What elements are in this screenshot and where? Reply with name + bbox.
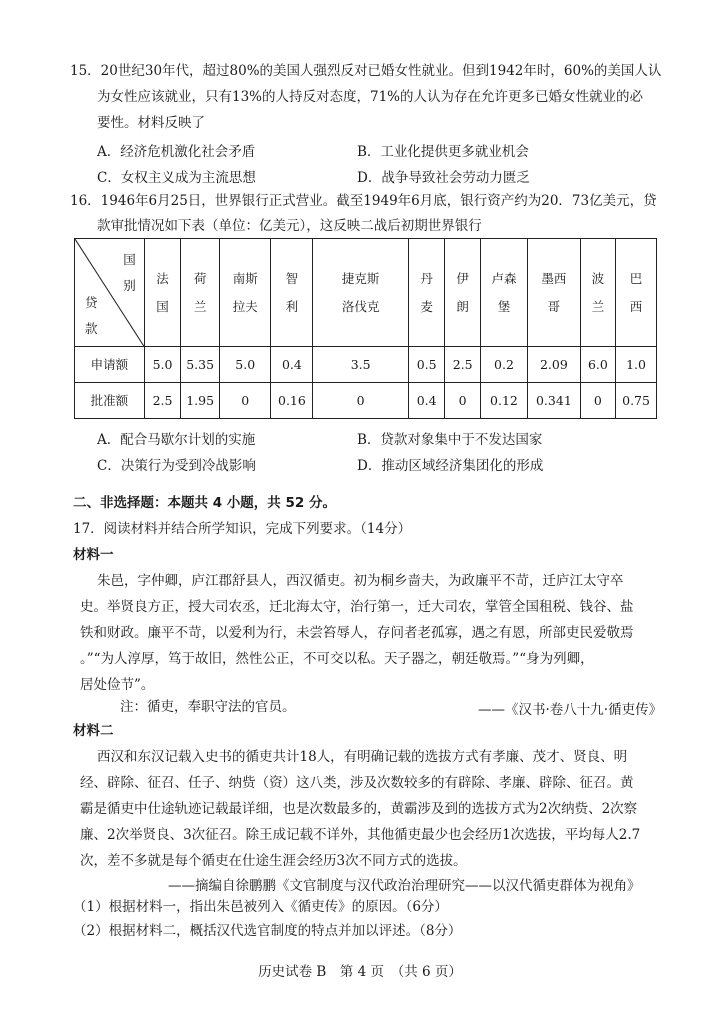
table-cell: 6.0 [580, 347, 615, 383]
country-header: 墨西 哥 [528, 239, 581, 347]
material-1-line: 朱邑，字仲卿，庐江郡舒县人，西汉循吏。初为桐乡啬夫，为政廉平不苛，迁庐江太守卒 [97, 573, 624, 589]
table-cell: 0 [313, 383, 409, 419]
country-header: 波 兰 [580, 239, 615, 347]
material-2-title: 材料二 [73, 723, 114, 739]
table-cell: 2.5 [445, 347, 480, 383]
table-cell: 0.5 [408, 347, 445, 383]
material-1-title: 材料一 [73, 547, 114, 563]
q17-ask-1: （1）根据材料一，指出朱邑被列入《循吏传》的原因。（6分） [73, 899, 448, 915]
country-header: 丹 麦 [408, 239, 445, 347]
material-1-line: 。”“为人淳厚，笃于故旧，然性公正，不可交以私。天子器之，朝廷敬焉。”“身为列卿， [80, 651, 594, 667]
corner-bottom-label [85, 290, 98, 342]
country-header: 法 国 [144, 239, 181, 347]
section-2-heading: 二、非选择题：本题共 4 小题，共 52 分。 [73, 495, 336, 511]
table-cell: 5.0 [219, 347, 271, 383]
country-header: 卢森 堡 [480, 239, 527, 347]
material-1-note: 注：循吏，奉职守法的官员。 [120, 699, 296, 715]
table-cell: 0.2 [480, 347, 527, 383]
q15-option-d: D．战争导致社会劳动力匮乏 [357, 170, 530, 186]
material-2-line: 廉、2次举贤良、3次征召。除王成记载不详外，其他循吏最少也会经历1次选拔，平均每人2.7 [80, 827, 641, 843]
table-cell: 0.4 [408, 383, 445, 419]
table-cell: 0 [445, 383, 480, 419]
material-2-line: 经、辟除、征召、任子、纳赀（资）这八类，涉及次数较多的有辟除、孝廉、辟除、征召。黄 [80, 775, 634, 791]
material-1-line: 铁和财政。廉平不苛，以爱利为行，未尝笞辱人，存问者老孤寡，遇之有恩，所部吏民爱敬焉 [80, 625, 634, 641]
page-footer: 历史试卷 B 第 4 页 （共 6 页） [258, 964, 462, 980]
material-2-line: 霸是循吏中仕途轨迹记载最详细，也是次数最多的，黄霸涉及到的选拔方式为2次纳赀、2次察 [80, 801, 638, 817]
table-cell: 0.75 [616, 383, 657, 419]
table-cell: 0 [580, 383, 615, 419]
corner-cell [75, 239, 145, 347]
table-cell: 2.09 [528, 347, 581, 383]
q16-option-a: A．配合马歇尔计划的实施 [97, 432, 256, 448]
table-cell: 0.341 [528, 383, 581, 419]
material-2-source: ——摘编自徐鹏鹏《文官制度与汉代政治治理研究——以汉代循吏群体为视角》 [168, 878, 641, 894]
q17-intro: 17．阅读材料并结合所学知识，完成下列要求。（14分） [73, 521, 412, 537]
loan-table [74, 238, 657, 419]
q15-line-3: 要性。材料反映了 [97, 115, 205, 131]
q16-option-c: C．决策行为受到冷战影响 [97, 458, 256, 474]
table-row-applied [75, 347, 657, 383]
table-cell: 1.95 [181, 383, 220, 419]
country-header: 巴 西 [616, 239, 657, 347]
table-cell: 0.12 [480, 383, 527, 419]
table-cell: 3.5 [313, 347, 409, 383]
q16-option-b: B．贷款对象集中于不发达国家 [357, 432, 543, 448]
q15-option-a: A．经济危机激化社会矛盾 [97, 144, 256, 160]
table-cell: 5.0 [144, 347, 181, 383]
material-1-source: ——《汉书·卷八十九·循吏传》 [478, 702, 663, 718]
material-2-line: 次，差不多就是每个循吏在仕途生涯会经历3次不同方式的选拔。 [80, 853, 467, 869]
corner-bottom-char-1: 贷 [85, 295, 98, 310]
table-cell: 5.35 [181, 347, 220, 383]
q16-option-d: D．推动区域经济集团化的形成 [357, 458, 544, 474]
material-2-line: 西汉和东汉记载入史书的循吏共计18人，有明确记载的选拔方式有孝廉、茂才、贤良、明 [97, 749, 628, 765]
table-cell: 0.16 [271, 383, 313, 419]
corner-top-char-1: 国 [123, 252, 136, 267]
corner-top-label [123, 247, 136, 299]
table-row-approved [75, 383, 657, 419]
q15-line-2: 为女性应该就业，只有13%的人持反对态度，71%的人认为存在允许更多已婚女性就业的必 [97, 89, 644, 105]
q16-line-2: 款审批情况如下表（单位：亿美元），这反映二战后初期世界银行 [97, 218, 482, 234]
q15-option-c: C．女权主义成为主流思想 [97, 170, 256, 186]
corner-bottom-char-2: 款 [85, 321, 98, 336]
row-label: 批准额 [75, 383, 145, 419]
country-header: 荷 兰 [181, 239, 220, 347]
country-header: 伊 朗 [445, 239, 480, 347]
corner-top-char-2: 别 [123, 278, 136, 293]
material-1-line: 居处俭节”。 [80, 677, 155, 693]
country-header: 智 利 [271, 239, 313, 347]
row-label: 申请额 [75, 347, 145, 383]
q15-line-1: 15．20世纪30年代，超过80%的美国人强烈反对已婚女性就业。但到1942年时，60%的美国人认 [70, 63, 662, 79]
country-header: 南斯 拉夫 [219, 239, 271, 347]
q17-ask-2: （2）根据材料二，概括汉代选官制度的特点并加以评述。（8分） [73, 923, 462, 939]
table-cell: 2.5 [144, 383, 181, 419]
table-cell: 0 [219, 383, 271, 419]
material-1-line: 史。举贤良方正，授大司农丞，迁北海太守，治行第一，迁大司农，掌管全国租税、钱谷、盐 [80, 599, 634, 615]
country-header: 捷克斯 洛伐克 [313, 239, 409, 347]
q15-option-b: B．工业化提供更多就业机会 [357, 144, 529, 160]
q16-line-1: 16．1946年6月25日，世界银行正式营业。截至1949年6月底，银行资产约为20．73亿美元，贷 [70, 193, 657, 209]
table-cell: 0.4 [271, 347, 313, 383]
table-cell: 1.0 [616, 347, 657, 383]
table-header-row [75, 239, 657, 347]
